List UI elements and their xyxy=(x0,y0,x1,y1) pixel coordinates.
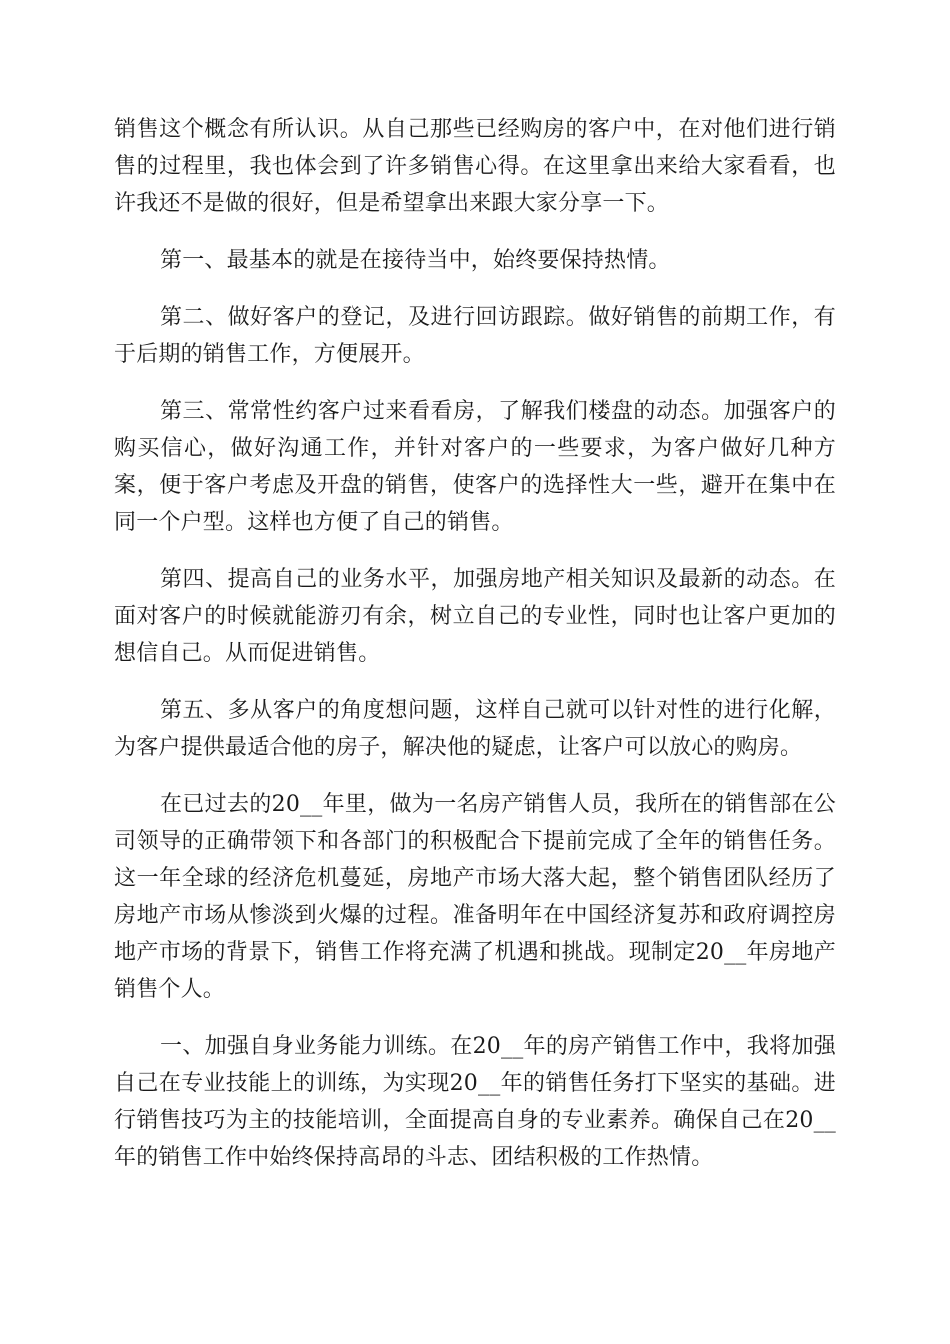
paragraph-point-5: 第五、多从客户的角度想问题，这样自己就可以针对性的进行化解，为客户提供最适合他的房子，解决他的疑虑，让客户可以放心的购房。 xyxy=(114,698,836,760)
paragraph-point-2: 第二、做好客户的登记，及进行回访跟踪。做好销售的前期工作，有于后期的销售工作，方便展开。 xyxy=(114,305,836,367)
paragraph-plan-1: 一、加强自身业务能力训练。在20__年的房产销售工作中，我将加强自己在专业技能上的训练，为实现20__年的销售任务打下坚实的基础。进行销售技巧为主的技能培训，全面提高自身的专业素养。确保自己在20__年的销售工作中始终保持高昂的斗志、团结积极的工作热情。 xyxy=(114,1034,836,1170)
paragraph-intro: 销售这个概念有所认识。从自己那些已经购房的客户中，在对他们进行销售的过程里，我也体会到了许多销售心得。在这里拿出来给大家看看，也许我还不是做的很好，但是希望拿出来跟大家分享一下。 xyxy=(114,117,836,216)
paragraph-year-review: 在已过去的20__年里，做为一名房产销售人员，我所在的销售部在公司领导的正确带领下和各部门的积极配合下提前完成了全年的销售任务。这一年全球的经济危机蔓延，房地产市场大落大起，整个销售团队经历了房地产市场从惨淡到火爆的过程。准备明年在中国经济复苏和政府调控房地产市场的背景下，销售工作将充满了机遇和挑战。现制定20__年房地产销售个人。 xyxy=(114,792,836,1002)
paragraph-point-3: 第三、常常性约客户过来看看房，了解我们楼盘的动态。加强客户的购买信心，做好沟通工作，并针对客户的一些要求，为客户做好几种方案，便于客户考虑及开盘的销售，使客户的选择性大一些，避开在集中在同一个户型。这样也方便了自己的销售。 xyxy=(114,399,836,535)
paragraph-point-1: 第一、最基本的就是在接待当中，始终要保持热情。 xyxy=(160,248,671,273)
paragraph-point-4: 第四、提高自己的业务水平，加强房地产相关知识及最新的动态。在面对客户的时候就能游刃有余，树立自己的专业性，同时也让客户更加的想信自己。从而促进销售。 xyxy=(114,567,836,666)
document-body xyxy=(114,111,836,1196)
